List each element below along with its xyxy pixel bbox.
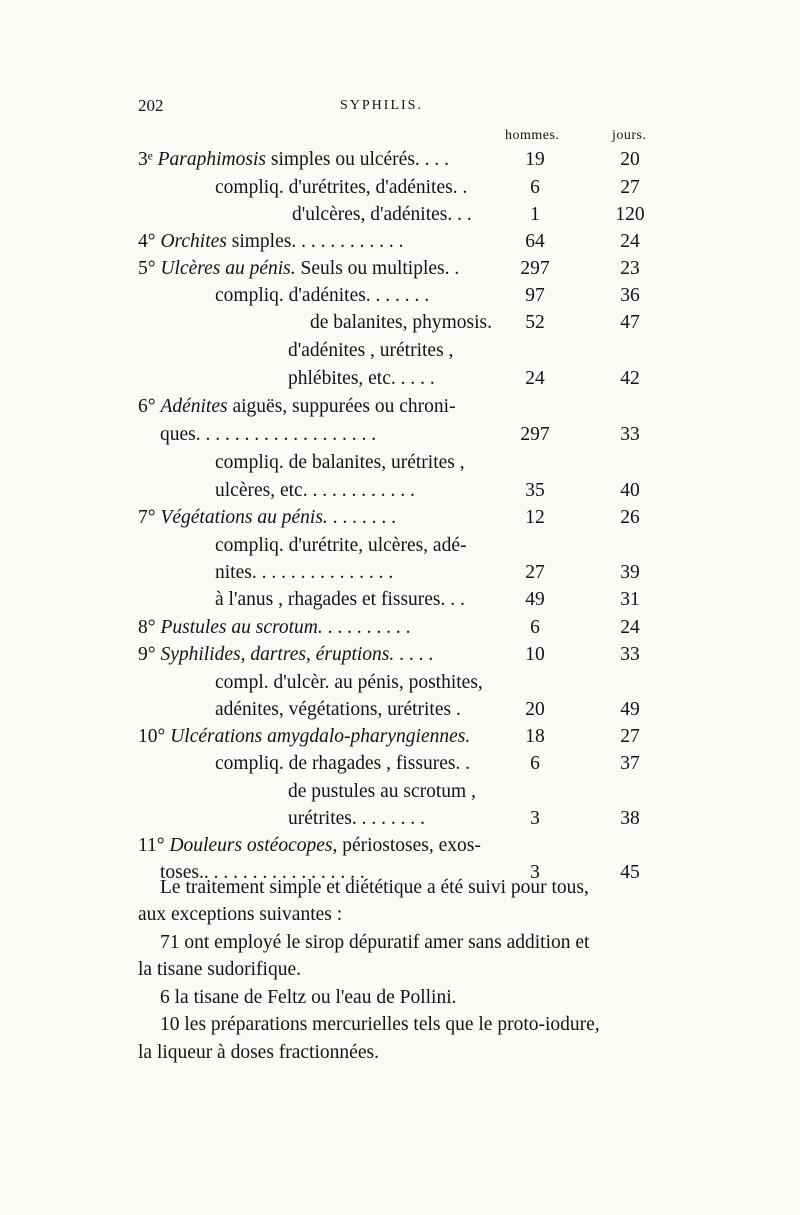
count-hommes: 6 [530, 617, 540, 638]
paragraph-line: la tisane sudorifique. [138, 959, 301, 980]
entry-number: 8° [138, 617, 161, 638]
count-jours: 31 [620, 589, 640, 610]
count-hommes: 3 [530, 862, 540, 883]
entry-text: de pustules au scrotum , [288, 781, 476, 802]
entry-text: compliq. d'urétrite, ulcères, adé- [215, 535, 467, 556]
entry-heading: Ulcérations amygdalo-pharyngiennes. [170, 726, 471, 747]
count-jours: 39 [620, 562, 640, 583]
entry-text [138, 257, 459, 281]
entry-text: urétrites. . . . . . . . [288, 808, 426, 829]
entry-text: à l'anus , rhagades et fissures. . . [215, 589, 465, 610]
count-jours: 33 [620, 644, 640, 665]
entry-text: ques. . . . . . . . . . . . . . . . . . . [160, 424, 377, 445]
count-hommes: 297 [520, 258, 550, 279]
entry-heading: Pustules au scrotum. [160, 617, 323, 638]
count-hommes: 19 [525, 149, 545, 170]
entry-text [138, 616, 411, 640]
entry-text: compliq. d'urétrites, d'adénites. . [215, 177, 468, 198]
entry-text: compliq. de balanites, urétrites , [215, 452, 465, 473]
entry-number: 10° [138, 726, 171, 747]
entry-text [138, 148, 449, 172]
count-jours: 27 [620, 177, 640, 198]
count-jours: 20 [620, 149, 640, 170]
count-jours: 45 [620, 862, 640, 883]
paragraph-line: la liqueur à doses fractionnées. [138, 1042, 379, 1063]
entry-heading: Orchites [160, 231, 227, 252]
running-title: SYPHILIS. [340, 98, 423, 113]
count-hommes: 64 [525, 231, 545, 252]
count-hommes: 20 [525, 699, 545, 720]
count-hommes: 297 [520, 424, 550, 445]
count-jours: 37 [620, 753, 640, 774]
entry-description: Seuls ou multiples. . [295, 258, 460, 279]
entry-text [138, 834, 481, 858]
count-jours: 36 [620, 285, 640, 306]
count-jours: 38 [620, 808, 640, 829]
entry-text [138, 230, 403, 254]
count-jours: 24 [620, 617, 640, 638]
entry-number: 3ᵉ [138, 149, 158, 170]
entry-text: compliq. de rhagades , fissures. . [215, 753, 471, 774]
entry-text: ulcères, etc. . . . . . . . . . . . [215, 480, 415, 501]
count-jours: 33 [620, 424, 640, 445]
entry-description: périostoses, exos- [337, 835, 481, 856]
paragraph-line: 10 les préparations mercurielles tels que le proto-iodure, [160, 1014, 600, 1035]
entry-heading: Adénites [160, 396, 228, 417]
paragraph-line: Le traitement simple et diététique a été suivi pour tous, [160, 877, 589, 898]
count-jours: 49 [620, 699, 640, 720]
entry-text [138, 725, 470, 749]
entry-text: nites. . . . . . . . . . . . . . . [215, 562, 394, 583]
entry-number: 7° [138, 507, 161, 528]
count-hommes: 1 [530, 204, 540, 225]
entry-number: 11° [138, 835, 170, 856]
count-hommes: 6 [530, 753, 540, 774]
entry-heading: Paraphimosis [157, 149, 266, 170]
entry-text [138, 643, 433, 667]
entry-heading: Syphilides, dartres, éruptions. [160, 644, 395, 665]
entry-text: d'ulcères, d'adénites. . . [292, 204, 472, 225]
paragraph-line: 71 ont employé le sirop dépuratif amer sans addition et [160, 932, 590, 953]
count-hommes: 10 [525, 644, 545, 665]
entry-text: adénites, végétations, urétrites . [215, 699, 461, 720]
count-jours: 24 [620, 231, 640, 252]
count-hommes: 49 [525, 589, 545, 610]
count-hommes: 97 [525, 285, 545, 306]
entry-text: compl. d'ulcèr. au pénis, posthites, [215, 672, 483, 693]
count-jours: 120 [615, 204, 645, 225]
entry-number: 5° [138, 258, 161, 279]
entry-text: toses.. . . . . . . . . . . . . . . . . [160, 862, 365, 883]
count-hommes: 6 [530, 177, 540, 198]
entry-description: aiguës, suppurées ou chroni- [227, 396, 456, 417]
entry-number: 6° [138, 396, 161, 417]
entry-description: simples. . . . . . . . . . . . [226, 231, 404, 252]
count-hommes: 12 [525, 507, 545, 528]
count-jours: 23 [620, 258, 640, 279]
entry-description: . . . . [394, 644, 434, 665]
entry-heading: Douleurs ostéocopes, [169, 835, 338, 856]
paragraph-line: aux exceptions suivantes : [138, 904, 343, 925]
column-header-jours: jours. [612, 128, 647, 143]
entry-text: de balanites, phymosis. [310, 312, 492, 333]
count-jours: 26 [620, 507, 640, 528]
entry-text [138, 395, 456, 419]
count-hommes: 18 [525, 726, 545, 747]
count-jours: 47 [620, 312, 640, 333]
entry-description: . . . . . . . . . [322, 617, 411, 638]
entry-number: 4° [138, 231, 161, 252]
count-hommes: 35 [525, 480, 545, 501]
entry-heading: Végétations au pénis. [160, 507, 328, 528]
count-jours: 40 [620, 480, 640, 501]
count-hommes: 52 [525, 312, 545, 333]
count-jours: 27 [620, 726, 640, 747]
entry-description: . . . . . . . [327, 507, 397, 528]
count-jours: 42 [620, 368, 640, 389]
count-hommes: 3 [530, 808, 540, 829]
entry-text: d'adénites , urétrites , [288, 340, 454, 361]
paragraph-line: 6 la tisane de Feltz ou l'eau de Pollini. [160, 987, 457, 1008]
entry-number: 9° [138, 644, 161, 665]
page-number: 202 [138, 96, 164, 115]
entry-description: simples ou ulcérés. . . . [265, 149, 450, 170]
count-hommes: 24 [525, 368, 545, 389]
entry-text: compliq. d'adénites. . . . . . . [215, 285, 430, 306]
column-header-hommes: hommes. [505, 128, 560, 143]
entry-text: phlébites, etc. . . . . [288, 368, 435, 389]
count-hommes: 27 [525, 562, 545, 583]
entry-heading: Ulcères au pénis. [160, 258, 296, 279]
entry-text [138, 506, 396, 530]
